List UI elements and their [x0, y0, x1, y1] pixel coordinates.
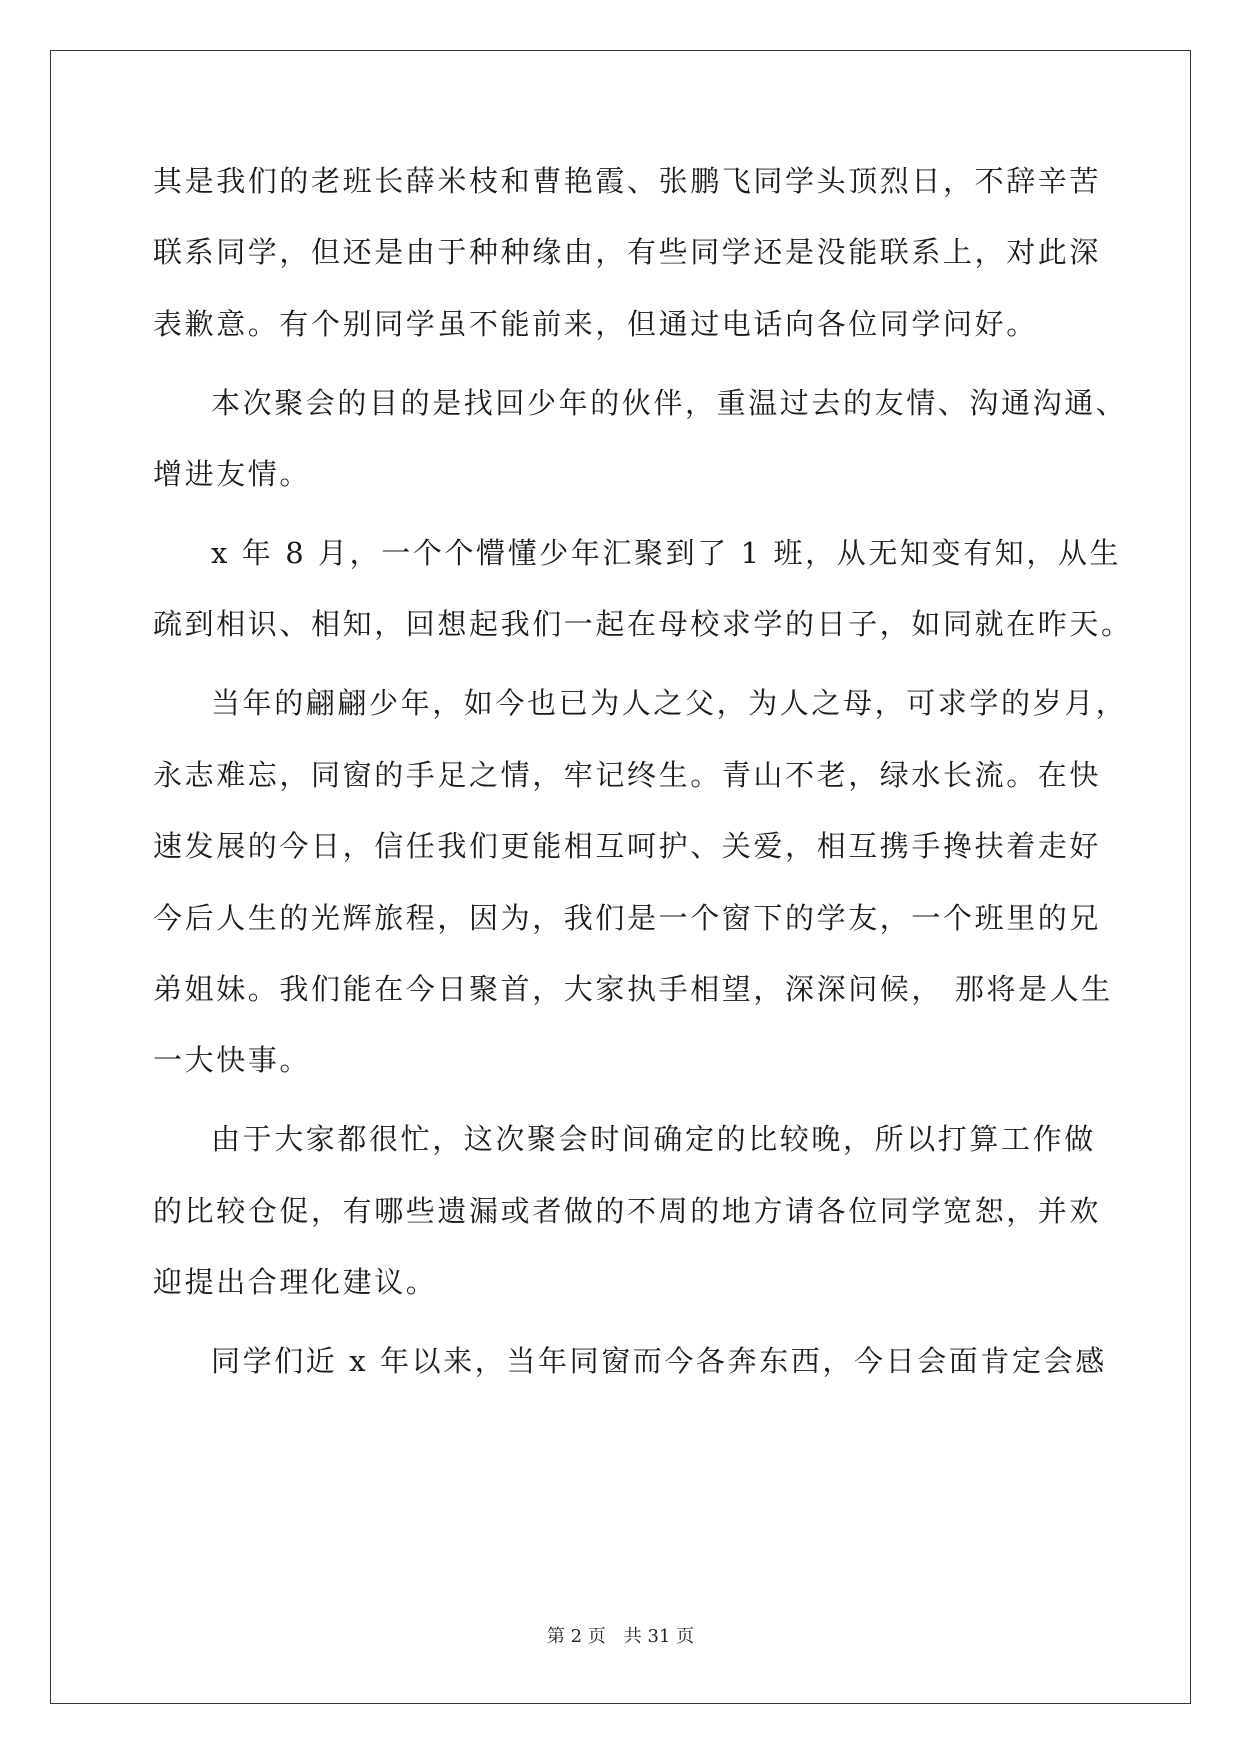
paragraph-first-line: x 年 8 月，一个个懵懂少年汇聚到了 1 班，从无知变有知，从生 [211, 536, 1122, 570]
text-line: 疏到相识、相知，回想起我们一起在母校求学的日子，如同就在昨天。 [153, 607, 1133, 641]
paragraph-first-line: 当年的翩翩少年，如今也已为人之父，为人之母，可求学的岁月， [211, 686, 1128, 720]
text-line: 的比较仓促，有哪些遗漏或者做的不周的地方请各位同学宽恕，并欢 [153, 1194, 1102, 1228]
paragraph-first-line: 本次聚会的目的是找回少年的伙伴，重温过去的友情、沟通沟通、 [211, 386, 1128, 420]
text-line: 一大快事。 [153, 1043, 312, 1077]
paragraph-first-line: 由于大家都很忙，这次聚会时间确定的比较晚，所以打算工作做 [211, 1122, 1096, 1156]
text-line: 今后人生的光辉旅程，因为，我们是一个窗下的学友，一个班里的兄 [153, 901, 1102, 935]
page-number-footer: 第 2 页 共 31 页 [546, 1626, 695, 1647]
text-line: 迎提出合理化建议。 [153, 1265, 438, 1299]
text-line: 速发展的今日，信任我们更能相互呵护、关爱，相互携手搀扶着走好 [153, 829, 1102, 863]
paragraph-first-line: 同学们近 x 年以来，当年同窗而今各奔东西，今日会面肯定会感 [211, 1344, 1107, 1378]
page-border [50, 50, 1191, 1704]
text-line: 增进友情。 [153, 457, 312, 491]
text-line: 其是我们的老班长薛米枝和曹艳霞、张鹏飞同学头顶烈日，不辞辛苦 [153, 164, 1102, 198]
text-line: 联系同学，但还是由于种种缘由，有些同学还是没能联系上，对此深 [153, 235, 1102, 269]
text-line: 弟姐妹。我们能在今日聚首，大家执手相望，深深问候， 那将是人生 [153, 972, 1113, 1006]
text-line: 表歉意。有个别同学虽不能前来，但通过电话向各位同学问好。 [153, 307, 1038, 341]
text-line: 永志难忘，同窗的手足之情，牢记终生。青山不老，绿水长流。在快 [153, 758, 1102, 792]
